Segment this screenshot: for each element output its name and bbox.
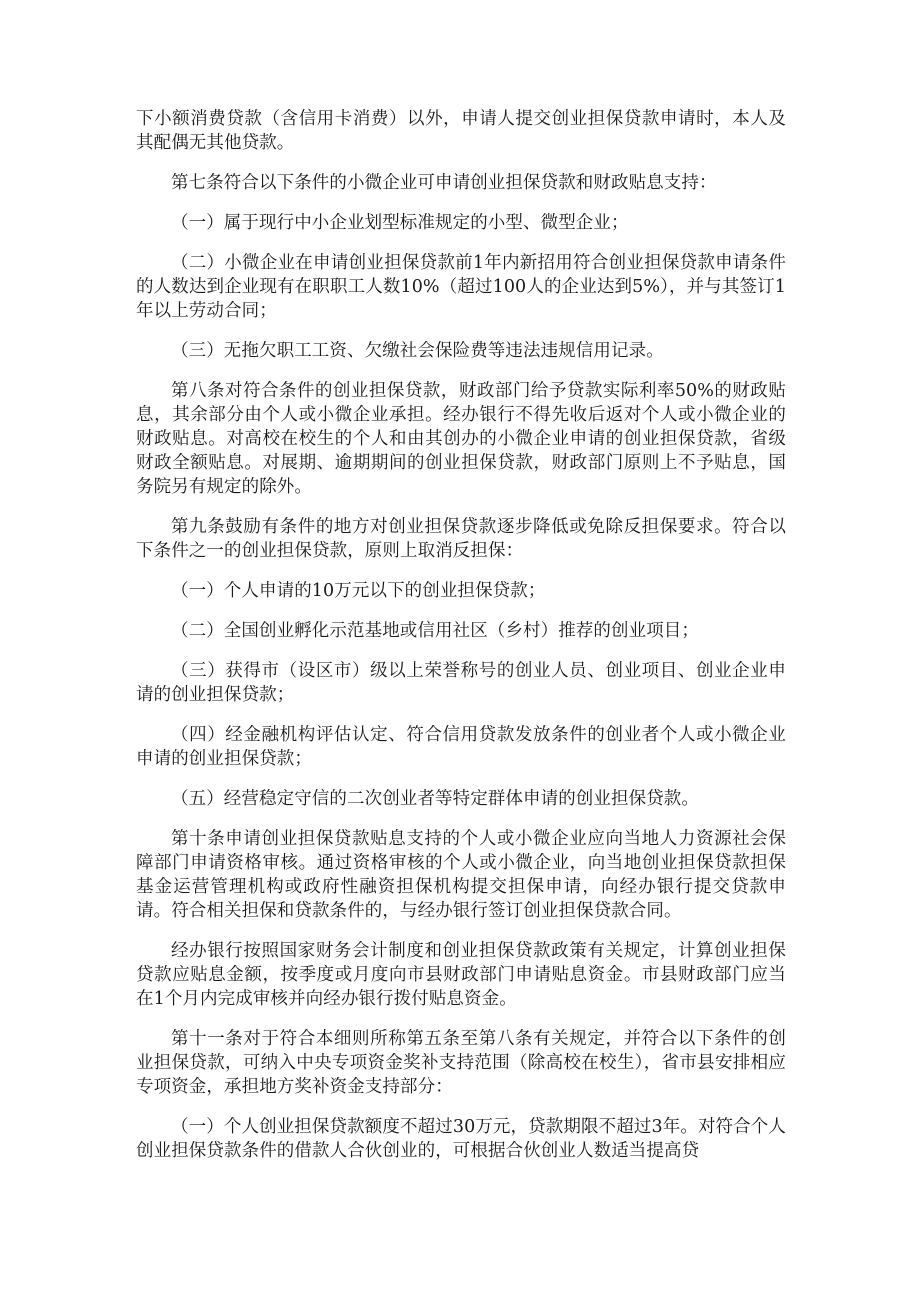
paragraph-article-9-item-4: （四）经金融机构评估认定、符合信用贷款发放条件的创业者个人或小微企业申请的创业担保贷款； — [136, 725, 786, 769]
paragraph-article-11: 第十一条对于符合本细则所称第五条至第八条有关规定，并符合以下条件的创业担保贷款，可纳入中央专项资金奖补支持范围（除高校在校生），省市县安排相应专项资金，承担地方奖补资金支持部分： — [136, 1029, 786, 1097]
paragraph-article-9-item-1: （一）个人申请的10万元以下的创业担保贷款； — [171, 581, 546, 601]
paragraph-article-7: 第七条符合以下条件的小微企业可申请创业担保贷款和财政贴息支持： — [171, 173, 717, 193]
paragraph-continuation: 下小额消费贷款（含信用卡消费）以外，申请人提交创业担保贷款申请时，本人及其配偶无其他贷款。 — [136, 109, 786, 153]
paragraph-article-10-bank: 经办银行按照国家财务会计制度和创业担保贷款政策有关规定，计算创业担保贷款应贴息金额，按季度或月度向市县财政部门申请贴息资金。市县财政部门应当在1个月内完成审核并向经办银行拨付贴息资金。 — [136, 941, 786, 1009]
paragraph-article-9-item-3: （三）获得市（设区市）级以上荣誉称号的创业人员、创业项目、创业企业申请的创业担保贷款； — [136, 661, 786, 705]
paragraph-article-7-item-2: （二）小微企业在申请创业担保贷款前1年内新招用符合创业担保贷款申请条件的人数达到企业现有在职职工人数10%（超过100人的企业达到5%），并与其签订1年以上劳动合同； — [136, 253, 786, 321]
paragraph-article-9-item-2: （二）全国创业孵化示范基地或信用社区（乡村）推荐的创业项目； — [171, 621, 699, 641]
paragraph-article-8: 第八条对符合条件的创业担保贷款，财政部门给予贷款实际利率50%的财政贴息，其余部分由个人或小微企业承担。经办银行不得先收后返对个人或小微企业的财政贴息。对高校在校生的个人和由其创办的小微企业申请的创业担保贷款，省级财政全额贴息。对展期、逾期期间的创业担保贷款，财政部门原则上不予贴息，国务院另有规定的除外。 — [136, 381, 786, 497]
paragraph-article-7-item-1: （一）属于现行中小企业划型标准规定的小型、微型企业； — [171, 213, 629, 233]
paragraph-article-11-item-1: （一）个人创业担保贷款额度不超过30万元，贷款期限不超过3年。对符合个人创业担保贷款条件的借款人合伙创业的，可根据合伙创业人数适当提高贷 — [136, 1117, 786, 1161]
paragraph-article-7-item-3: （三）无拖欠职工工资、欠缴社会保险费等违法违规信用记录。 — [171, 341, 664, 361]
paragraph-article-10: 第十条申请创业担保贷款贴息支持的个人或小微企业应向当地人力资源社会保障部门申请资格审核。通过资格审核的个人或小微企业，向当地创业担保贷款担保基金运营管理机构或政府性融资担保机构提交担保申请，向经办银行提交贷款申请。符合相关担保和贷款条件的，与经办银行签订创业担保贷款合同。 — [136, 829, 786, 921]
document-body — [136, 107, 786, 1179]
paragraph-article-9-item-5: （五）经营稳定守信的二次创业者等特定群体申请的创业担保贷款。 — [171, 789, 699, 809]
paragraph-article-9: 第九条鼓励有条件的地方对创业担保贷款逐步降低或免除反担保要求。符合以下条件之一的创业担保贷款，原则上取消反担保： — [136, 517, 786, 561]
